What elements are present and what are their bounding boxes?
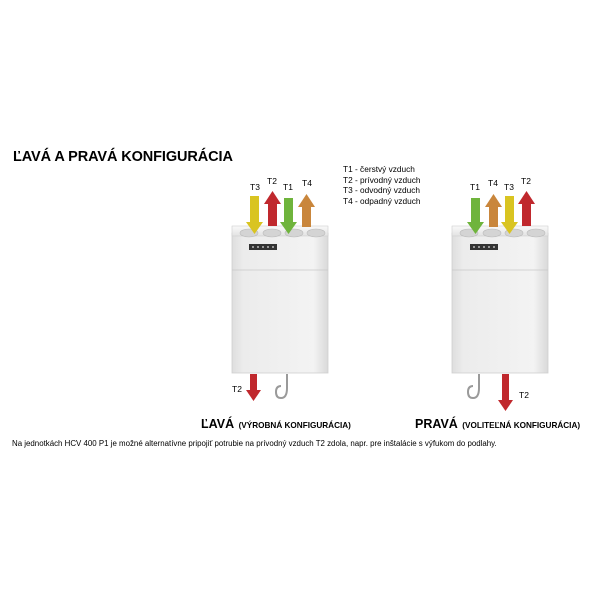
arrow-t4-exhaust-icon — [298, 194, 315, 227]
page-title: ĽAVÁ A PRAVÁ KONFIGURÁCIA — [13, 149, 233, 165]
arrow-t2-supply-icon — [518, 191, 535, 226]
drain-pipe-icon — [468, 374, 479, 398]
caption-right — [415, 415, 580, 433]
label-t4: T4 — [302, 178, 312, 188]
legend-item-t1: T1 - čerstvý vzduch — [343, 164, 415, 174]
label-t1: T1 — [283, 182, 293, 192]
drain-pipe-icon — [276, 374, 287, 398]
caption-left — [201, 415, 351, 433]
caption-right-main: PRAVÁ — [415, 417, 458, 431]
arrow-t2-bottom-icon — [246, 374, 261, 401]
left-unit — [232, 176, 328, 401]
unit-body — [232, 233, 328, 373]
unit-body — [452, 233, 548, 373]
label-t2-top: T2 — [267, 176, 277, 186]
caption-right-sub: (VOLITEĽNÁ KONFIGURÁCIA) — [462, 421, 581, 430]
legend-item-t3: T3 - odvodný vzduch — [343, 185, 421, 196]
legend-item-t2: T2 - prívodný vzduch — [343, 174, 421, 185]
label-t2-top: T2 — [521, 176, 531, 186]
label-t2-bottom: T2 — [232, 384, 242, 394]
legend-item-t4: T4 - odpadný vzduch — [343, 195, 421, 206]
caption-left-sub: (VÝROBNÁ KONFIGURÁCIA) — [238, 421, 351, 430]
caption-left-main: ĽAVÁ — [201, 417, 235, 431]
label-t3: T3 — [504, 182, 514, 192]
label-t3: T3 — [250, 182, 260, 192]
label-t2-bottom: T2 — [519, 390, 529, 400]
footnote: Na jednotkách HCV 400 P1 je možné alternatívne pripojiť potrubie na prívodný vzduch T2 zdola, napr. pre inštalácie s výfukom do podlahy. — [12, 439, 497, 448]
arrow-t4-exhaust-icon — [485, 194, 502, 227]
label-t1: T1 — [470, 182, 480, 192]
right-unit — [452, 176, 548, 411]
label-t4: T4 — [488, 178, 498, 188]
arrow-t2-supply-icon — [264, 191, 281, 226]
arrow-t2-bottom-icon — [498, 374, 513, 411]
